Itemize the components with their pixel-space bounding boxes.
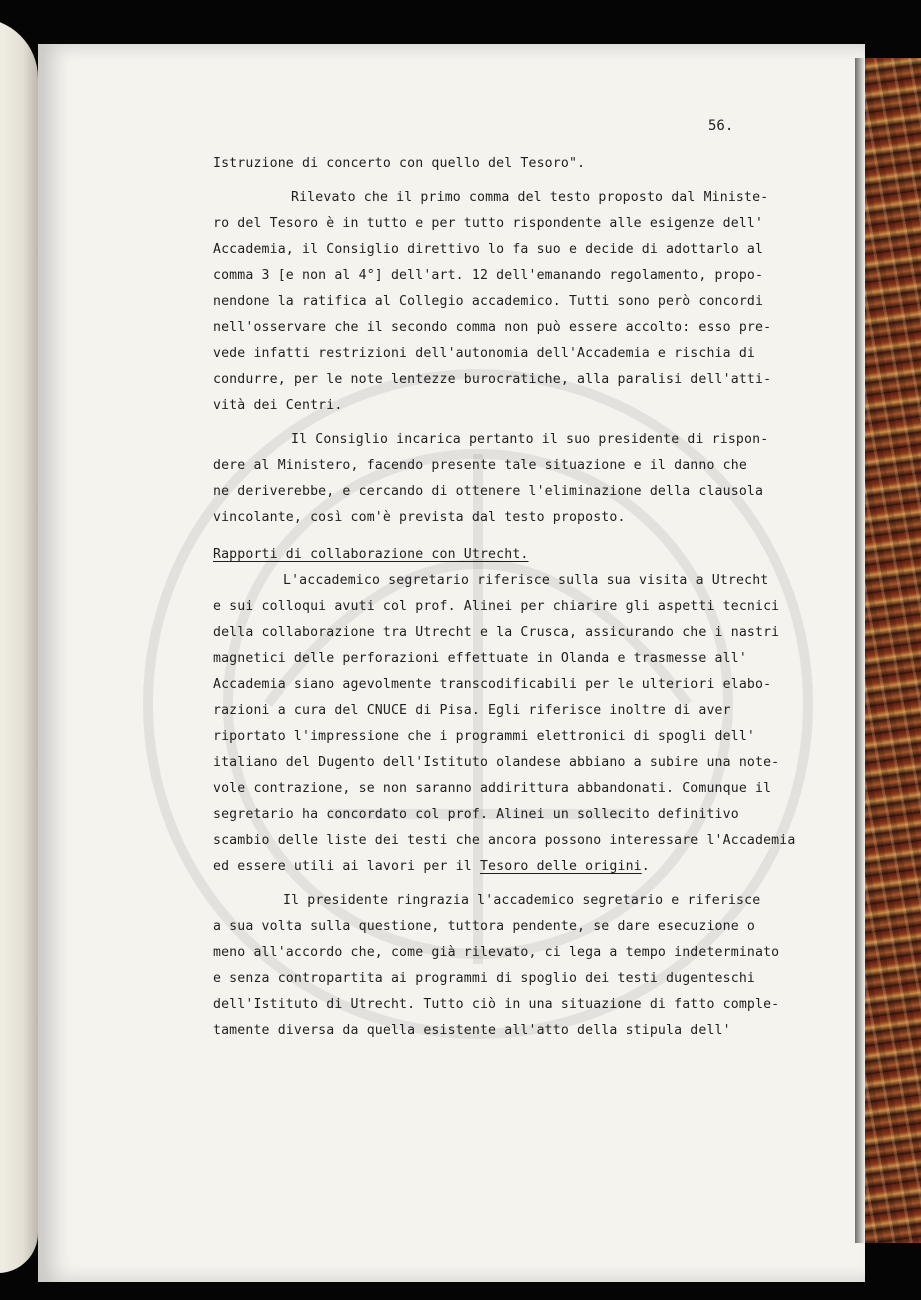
text-line: vità dei Centri. bbox=[213, 398, 343, 413]
text-line: Accademia siano agevolmente transcodificabili per le ulteriori elabo- bbox=[213, 677, 772, 692]
text-line: comma 3 [e non al 4°] dell'art. 12 dell'emanando regolamento, propo- bbox=[213, 268, 764, 283]
text-line: ne deriverebbe, e cercando di ottenere l'eliminazione della clausola bbox=[213, 484, 764, 499]
page-number: 56. bbox=[708, 118, 734, 134]
text-line: ed essere utili ai lavori per il Tesoro delle origini. bbox=[213, 859, 650, 874]
text-line: vole contrazione, se non saranno addirittura abbandonati. Comunque il bbox=[213, 781, 772, 796]
text-line: dere al Ministero, facendo presente tale situazione e il danno che bbox=[213, 458, 747, 473]
text-line: magnetici delle perforazioni effettuate in Olanda e trasmesse all' bbox=[213, 651, 747, 666]
text-line: a sua volta sulla questione, tuttora pendente, se dare esecuzione o bbox=[213, 919, 755, 934]
text-line: vincolante, così com'è prevista dal testo proposto. bbox=[213, 510, 626, 525]
text-line: Il presidente ringrazia l'accademico segretario e riferisce bbox=[283, 893, 761, 908]
text-line: dell'Istituto di Utrecht. Tutto ciò in una situazione di fatto comple- bbox=[213, 997, 780, 1012]
text-line: Accademia, il Consiglio direttivo lo fa suo e decide di adottarlo al bbox=[213, 242, 764, 257]
text-line: meno all'accordo che, come già rilevato, ci lega a tempo indeterminato bbox=[213, 945, 780, 960]
text-line: Il Consiglio incarica pertanto il suo presidente di rispon- bbox=[291, 432, 769, 447]
text-line: e sui colloqui avuti col prof. Alinei per chiarire gli aspetti tecnici bbox=[213, 599, 780, 614]
text-line: vede infatti restrizioni dell'autonomia dell'Accademia e rischia di bbox=[213, 346, 755, 361]
text-line: L'accademico segretario riferisce sulla sua visita a Utrecht bbox=[283, 573, 769, 588]
text-line: scambio delle liste dei testi che ancora possono interessare l'Accademia bbox=[213, 833, 796, 848]
section-heading: Rapporti di collaborazione con Utrecht. bbox=[213, 547, 529, 562]
marbled-endpaper bbox=[858, 58, 921, 1243]
text-line: tamente diversa da quella esistente all'atto della stipula dell' bbox=[213, 1023, 731, 1038]
text-line: riportato l'impressione che i programmi elettronici di spogli dell' bbox=[213, 729, 755, 744]
text-line: condurre, per le note lentezze burocratiche, alla paralisi dell'atti- bbox=[213, 372, 772, 387]
text-line: nendone la ratifica al Collegio accademico. Tutti sono però concordi bbox=[213, 294, 764, 309]
facing-page-edge bbox=[0, 18, 38, 1273]
text-line: Rilevato che il primo comma del testo proposto dal Ministe- bbox=[291, 190, 769, 205]
text-line: della collaborazione tra Utrecht e la Crusca, assicurando che i nastri bbox=[213, 625, 780, 640]
text-line: nell'osservare che il secondo comma non può essere accolto: esso pre- bbox=[213, 320, 772, 335]
page-edge-shadow bbox=[855, 58, 865, 1243]
text-line: razioni a cura del CNUCE di Pisa. Egli riferisce inoltre di aver bbox=[213, 703, 731, 718]
document-page bbox=[38, 44, 865, 1282]
text-line: ro del Tesoro è in tutto e per tutto rispondente alle esigenze dell' bbox=[213, 216, 764, 231]
text-line: Istruzione di concerto con quello del Tesoro". bbox=[213, 156, 586, 171]
text-line: italiano del Dugento dell'Istituto olandese abbiano a subire una note- bbox=[213, 755, 780, 770]
underlined-title: Tesoro delle origini bbox=[479, 859, 642, 874]
text-line: segretario ha concordato col prof. Alinei un sollecito definitivo bbox=[213, 807, 739, 822]
text-line: e senza contropartita ai programmi di spoglio dei testi dugenteschi bbox=[213, 971, 755, 986]
